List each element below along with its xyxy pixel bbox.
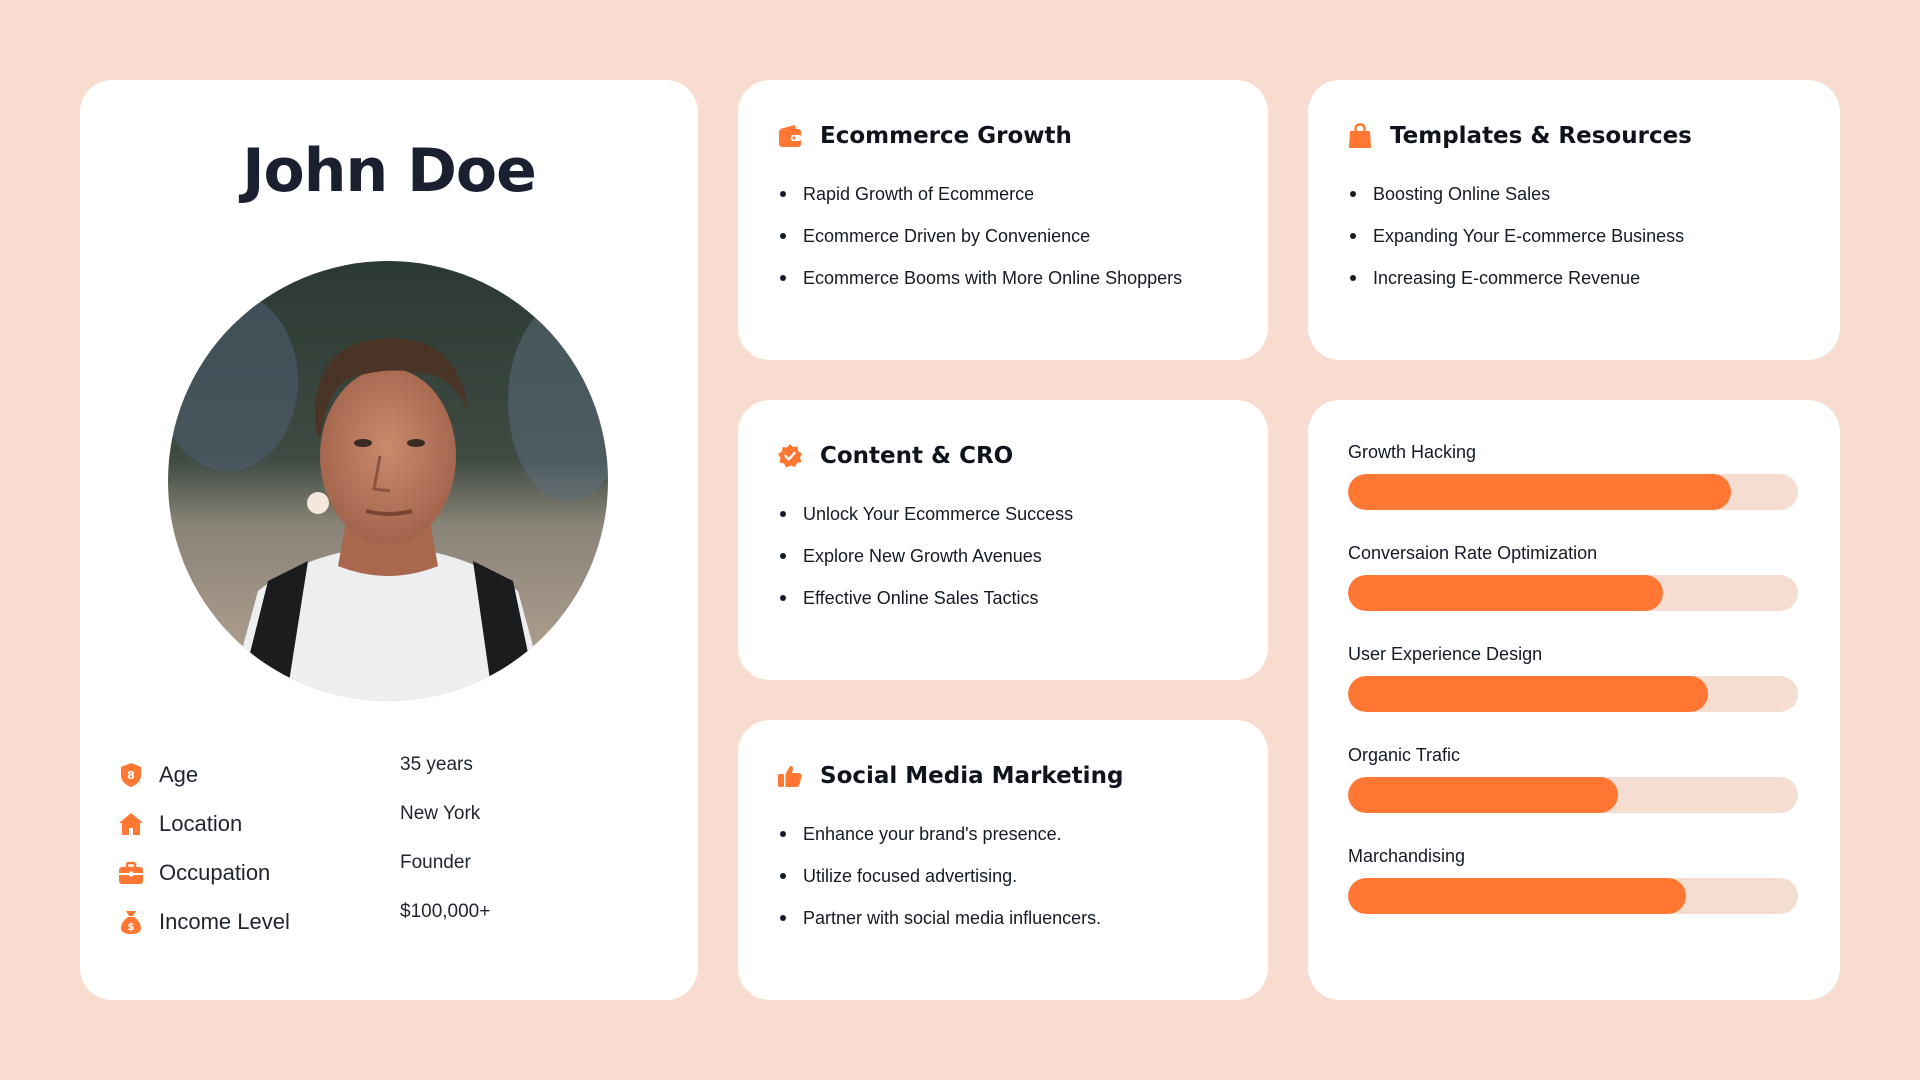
progress-track bbox=[1348, 777, 1798, 813]
social-media-card bbox=[738, 720, 1268, 1000]
skills-card bbox=[1308, 400, 1840, 1000]
list-item: Boosting Online Sales bbox=[1348, 183, 1684, 225]
bullet-list bbox=[778, 823, 1101, 949]
progress-track bbox=[1348, 878, 1798, 914]
detail-label: Occupation bbox=[159, 860, 271, 885]
shopping-bag-icon bbox=[1347, 123, 1373, 149]
bullet-list bbox=[778, 183, 1182, 309]
card-header bbox=[1347, 119, 1692, 153]
card-header bbox=[777, 439, 1013, 473]
card-header bbox=[777, 759, 1123, 793]
list-item: Enhance your brand's presence. bbox=[778, 823, 1101, 865]
progress-fill bbox=[1348, 575, 1663, 611]
svg-text:8: 8 bbox=[127, 769, 135, 782]
detail-label: Income Level bbox=[159, 909, 290, 934]
skill-label: Growth Hacking bbox=[1348, 442, 1477, 462]
skill-ux-design bbox=[1348, 642, 1798, 712]
home-icon bbox=[118, 811, 144, 837]
skill-growth-hacking bbox=[1348, 440, 1798, 510]
svg-text:$: $ bbox=[127, 922, 135, 933]
card-title: Ecommerce Growth bbox=[820, 123, 1072, 149]
list-item: Rapid Growth of Ecommerce bbox=[778, 183, 1182, 225]
skill-label: Conversaion Rate Optimization bbox=[1348, 543, 1598, 563]
templates-resources-card bbox=[1308, 80, 1840, 360]
thumbs-up-icon bbox=[777, 763, 803, 789]
card-header bbox=[777, 119, 1072, 153]
card-title: Content & CRO bbox=[820, 443, 1014, 469]
list-item: Unlock Your Ecommerce Success bbox=[778, 503, 1073, 545]
progress-fill bbox=[1348, 676, 1708, 712]
detail-row-income bbox=[118, 897, 658, 946]
progress-fill bbox=[1348, 474, 1731, 510]
content-cro-card bbox=[738, 400, 1268, 680]
skill-merchandising bbox=[1348, 844, 1798, 914]
detail-label: Location bbox=[159, 811, 243, 836]
shield-badge-icon bbox=[118, 762, 144, 788]
progress-fill bbox=[1348, 878, 1686, 914]
profile-card bbox=[80, 80, 698, 1000]
bullet-list bbox=[1348, 183, 1684, 309]
avatar bbox=[168, 261, 608, 701]
card-title: Social Media Marketing bbox=[820, 763, 1124, 789]
briefcase-icon bbox=[118, 860, 144, 886]
detail-value: $100,000+ bbox=[400, 901, 491, 922]
list-item: Expanding Your E-commerce Business bbox=[1348, 225, 1684, 267]
progress-track bbox=[1348, 676, 1798, 712]
skill-organic-traffic bbox=[1348, 743, 1798, 813]
bullet-list bbox=[778, 503, 1073, 629]
list-item: Utilize focused advertising. bbox=[778, 865, 1101, 907]
detail-value: Founder bbox=[400, 852, 471, 873]
list-item: Effective Online Sales Tactics bbox=[778, 587, 1073, 629]
skill-cro bbox=[1348, 541, 1798, 611]
list-item: Explore New Growth Avenues bbox=[778, 545, 1073, 587]
money-bag-icon bbox=[118, 909, 144, 935]
detail-row-location bbox=[118, 799, 658, 848]
skill-label: Marchandising bbox=[1348, 846, 1466, 866]
detail-row-occupation bbox=[118, 848, 658, 897]
profile-name: John Doe bbox=[242, 136, 536, 206]
list-item: Increasing E-commerce Revenue bbox=[1348, 267, 1684, 309]
detail-value: New York bbox=[400, 803, 481, 824]
list-item: Ecommerce Driven by Convenience bbox=[778, 225, 1182, 267]
ecommerce-growth-card bbox=[738, 80, 1268, 360]
verified-badge-icon bbox=[777, 443, 803, 469]
profile-details bbox=[118, 750, 658, 946]
skill-label: User Experience Design bbox=[1348, 644, 1543, 664]
progress-track bbox=[1348, 474, 1798, 510]
detail-row-age bbox=[118, 750, 658, 799]
list-item: Partner with social media influencers. bbox=[778, 907, 1101, 949]
detail-label: Age bbox=[159, 762, 199, 787]
progress-track bbox=[1348, 575, 1798, 611]
skill-label: Organic Trafic bbox=[1348, 745, 1461, 765]
card-title: Templates & Resources bbox=[1390, 123, 1692, 149]
detail-value: 35 years bbox=[400, 754, 473, 775]
wallet-icon bbox=[777, 123, 803, 149]
progress-fill bbox=[1348, 777, 1618, 813]
avatar-photo bbox=[168, 261, 608, 701]
list-item: Ecommerce Booms with More Online Shoppers bbox=[778, 267, 1182, 309]
